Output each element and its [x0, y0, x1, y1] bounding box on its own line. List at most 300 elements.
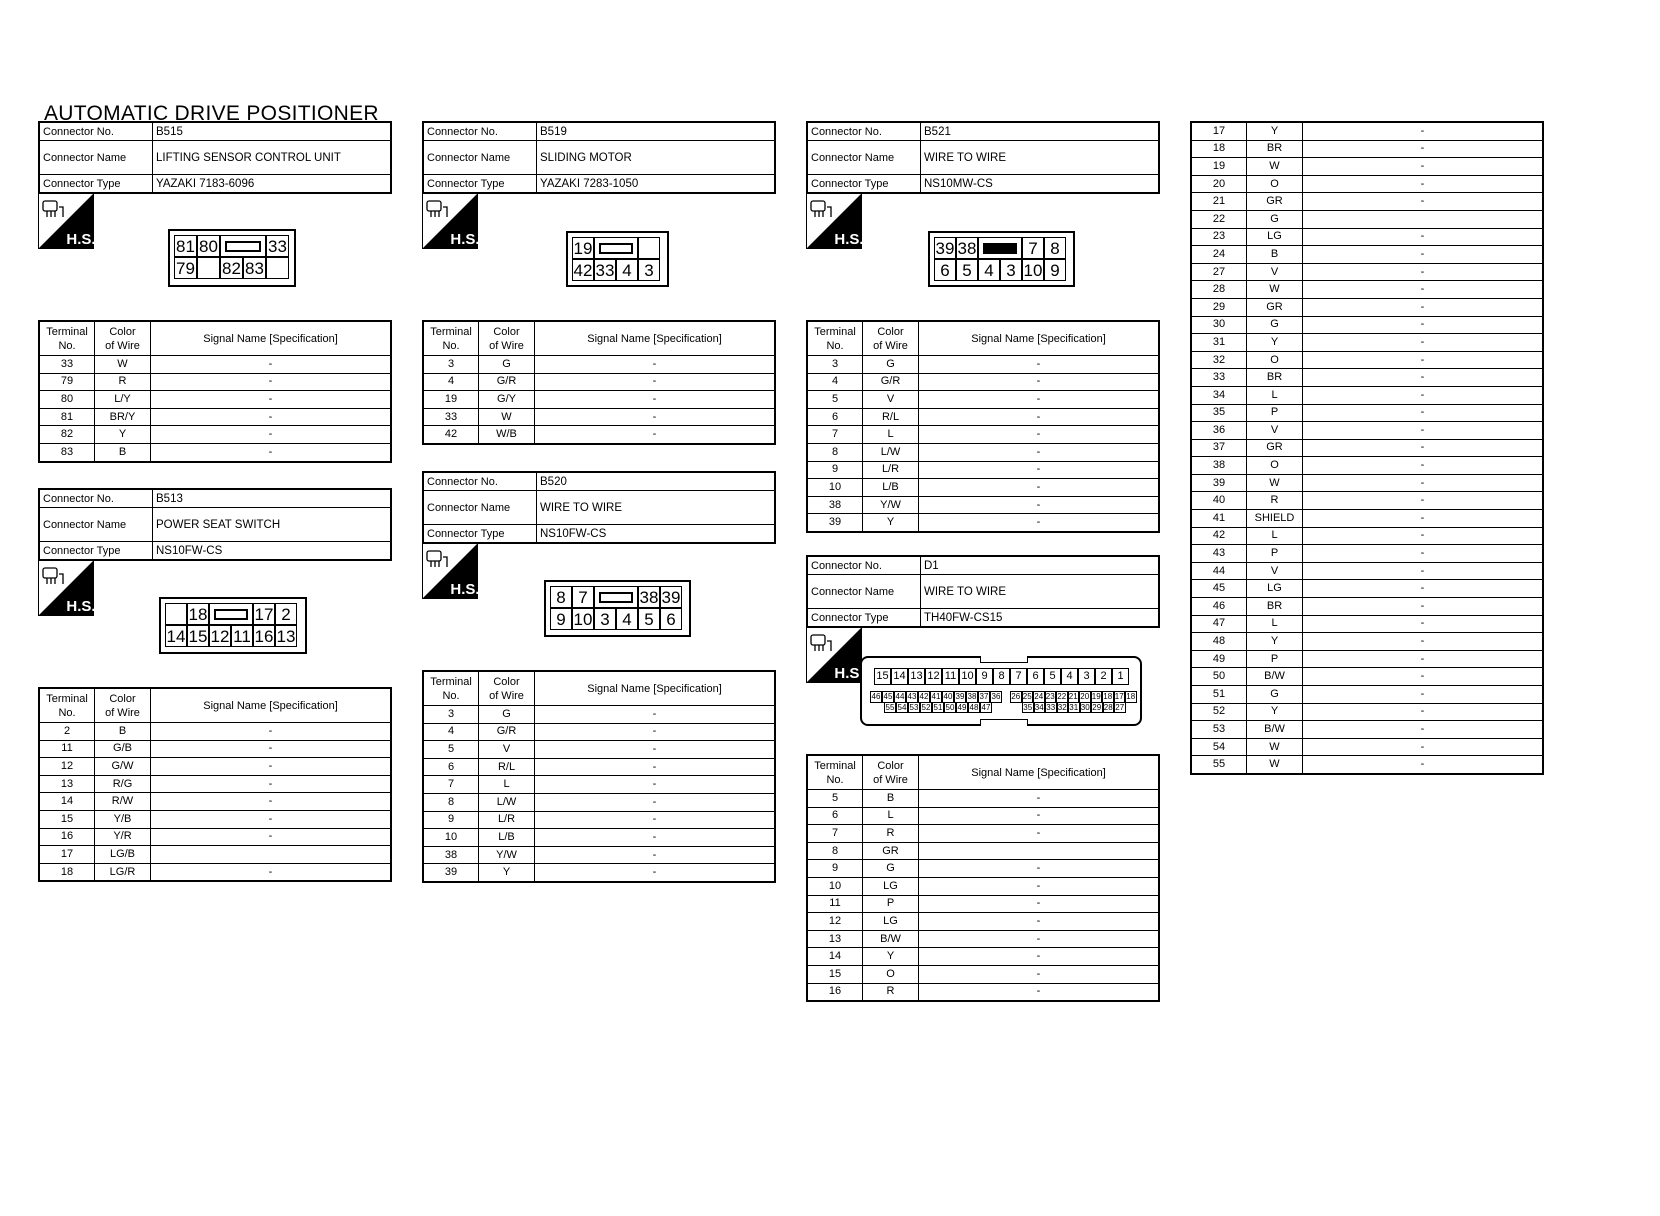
signal-name: - — [1303, 686, 1544, 704]
table-row — [807, 373, 1159, 391]
table-row — [1191, 386, 1543, 404]
table-row — [1191, 633, 1543, 651]
connector-pin: 18 — [188, 605, 208, 624]
terminal-no: 5 — [423, 741, 479, 759]
table-row — [39, 391, 391, 409]
connector-pin-row — [572, 259, 663, 281]
connector-pin: 33 — [266, 235, 289, 257]
terminal-no: 17 — [39, 846, 95, 864]
connector-pin: 42 — [919, 692, 929, 701]
table-row — [423, 723, 775, 741]
connector-pin: 14 — [891, 668, 908, 685]
wire-color: L/Y — [95, 391, 151, 409]
connector-type-value: YAZAKI 7183-6096 — [153, 175, 392, 194]
connector-type-label: Connector Type — [807, 609, 921, 628]
terminal-no: 6 — [423, 758, 479, 776]
wire-color: W — [1247, 474, 1303, 492]
signal-name: - — [535, 723, 776, 741]
connector-pin: 13 — [908, 668, 925, 685]
terminal-no: 34 — [1191, 386, 1247, 404]
table-row — [807, 443, 1159, 461]
terminal-no: 80 — [39, 391, 95, 409]
table-row — [807, 426, 1159, 444]
wire-color: G — [1247, 686, 1303, 704]
wire-color: LG — [863, 913, 919, 931]
connector-pin: 31 — [1069, 703, 1079, 712]
wire-color: Y — [1247, 703, 1303, 721]
signal-name-header: Signal Name [Specification] — [151, 321, 392, 356]
connector-info-table — [422, 471, 776, 544]
signal-name: - — [1303, 351, 1544, 369]
terminal-no: 10 — [807, 479, 863, 497]
connector-pin: 9 — [550, 608, 572, 630]
connector-pin-row — [934, 237, 1069, 259]
terminal-no: 53 — [1191, 721, 1247, 739]
table-row — [39, 758, 391, 776]
table-row — [1191, 122, 1543, 140]
wire-color: G/W — [95, 758, 151, 776]
terminal-no: 3 — [423, 706, 479, 724]
signal-name: - — [535, 811, 776, 829]
connector-pin: 79 — [174, 257, 197, 279]
wire-color: G/R — [479, 373, 535, 391]
wire-color: W — [1247, 281, 1303, 299]
terminal-no: 46 — [1191, 598, 1247, 616]
terminal-no: 30 — [1191, 316, 1247, 334]
connector-pin: 9 — [976, 668, 993, 685]
table-row — [39, 426, 391, 444]
table-row — [423, 776, 775, 794]
table-row — [39, 793, 391, 811]
wire-color: L/B — [863, 479, 919, 497]
connector-face-b519 — [566, 231, 669, 287]
connector-pin: 51 — [933, 703, 943, 712]
connector-name-value: POWER SEAT SWITCH — [153, 508, 392, 542]
connector-pin: 34 — [1034, 703, 1044, 712]
terminal-no: 4 — [807, 373, 863, 391]
terminal-no: 10 — [423, 829, 479, 847]
signal-name: - — [919, 983, 1160, 1001]
connector-pin: 6 — [1027, 668, 1044, 685]
connector-pin: 30 — [1080, 703, 1090, 712]
wire-color: Y — [1247, 334, 1303, 352]
terminal-no: 24 — [1191, 246, 1247, 264]
connector-no-label: Connector No. — [807, 556, 921, 575]
wire-color: W — [1247, 158, 1303, 176]
terminal-no: 37 — [1191, 439, 1247, 457]
table-row — [39, 443, 391, 461]
table-row — [1191, 510, 1543, 528]
table-row — [1191, 175, 1543, 193]
connector-pin: 8 — [1044, 237, 1066, 259]
terminal-table-header — [39, 688, 391, 723]
connector-lock — [978, 237, 1022, 259]
connector-pin: 25 — [1022, 692, 1032, 701]
connector-pin: 83 — [243, 257, 266, 279]
connector-pin: 37 — [979, 692, 989, 701]
wire-color: W — [1247, 756, 1303, 774]
signal-name: - — [919, 790, 1160, 808]
signal-name: - — [1303, 422, 1544, 440]
signal-name: - — [1303, 474, 1544, 492]
table-row — [423, 373, 775, 391]
terminal-no: 4 — [423, 373, 479, 391]
table-row — [423, 829, 775, 847]
wire-color: B/W — [863, 930, 919, 948]
wire-color: L/R — [863, 461, 919, 479]
hs-label: H.S. — [66, 598, 94, 615]
connector-pin: 33 — [595, 261, 615, 280]
connector-pin: 50 — [945, 703, 955, 712]
table-row — [1191, 158, 1543, 176]
color-of-wire-header: Color of Wire — [863, 755, 919, 790]
terminal-no: 8 — [423, 793, 479, 811]
connector-pin: 13 — [276, 627, 296, 646]
connector-pin: 33 — [1046, 703, 1056, 712]
connector-pin: 21 — [1068, 692, 1078, 701]
signal-name-header: Signal Name [Specification] — [919, 755, 1160, 790]
signal-name: - — [151, 373, 392, 391]
connector-pin: 3 — [594, 608, 616, 630]
table-row — [807, 496, 1159, 514]
connector-pin: 4 — [616, 259, 638, 281]
wire-color: R/W — [95, 793, 151, 811]
connector-d1 — [806, 555, 1160, 628]
table-row — [39, 356, 391, 374]
connector-pin — [638, 237, 660, 259]
connector-lock — [209, 603, 253, 625]
terminal-no: 33 — [423, 408, 479, 426]
signal-name: - — [535, 373, 776, 391]
signal-name: - — [919, 895, 1160, 913]
terminal-no: 4 — [423, 723, 479, 741]
connector-name-value: LIFTING SENSOR CONTROL UNIT — [153, 141, 392, 175]
connector-name-value: WIRE TO WIRE — [537, 491, 776, 525]
table-row — [807, 825, 1159, 843]
connector-face-d1 — [860, 656, 1142, 726]
terminal-no: 79 — [39, 373, 95, 391]
connector-pin-row — [550, 586, 685, 608]
terminal-no: 16 — [807, 983, 863, 1001]
terminal-no: 39 — [807, 514, 863, 532]
connector-no-value: B520 — [537, 472, 776, 491]
wire-color: L/R — [479, 811, 535, 829]
signal-name: - — [919, 877, 1160, 895]
wire-color: R — [1247, 492, 1303, 510]
signal-name: - — [151, 740, 392, 758]
wire-color: B — [95, 443, 151, 461]
signal-name: - — [1303, 633, 1544, 651]
wire-color: R/L — [863, 408, 919, 426]
terminal-no: 35 — [1191, 404, 1247, 422]
terminal-no: 16 — [39, 828, 95, 846]
terminal-no: 54 — [1191, 738, 1247, 756]
signal-name: - — [1303, 404, 1544, 422]
signal-name: - — [151, 810, 392, 828]
connector-pin: 18 — [1126, 692, 1136, 701]
connector-pin: 7 — [1010, 668, 1027, 685]
terminal-no: 11 — [39, 740, 95, 758]
table-row — [39, 723, 391, 741]
terminal-no-header: Terminal No. — [807, 321, 863, 356]
signal-name: - — [1303, 615, 1544, 633]
wire-color: V — [863, 391, 919, 409]
signal-name: - — [151, 391, 392, 409]
wire-color: O — [1247, 175, 1303, 193]
connector-pin: 35 — [1023, 703, 1033, 712]
connector-no-label: Connector No. — [39, 122, 153, 141]
signal-name: - — [919, 391, 1160, 409]
terminal-no: 5 — [807, 790, 863, 808]
terminal-no: 6 — [807, 807, 863, 825]
signal-name: - — [151, 356, 392, 374]
terminal-no: 14 — [39, 793, 95, 811]
table-row — [807, 930, 1159, 948]
terminal-no: 36 — [1191, 422, 1247, 440]
connector-pin: 26 — [1011, 692, 1021, 701]
table-row — [39, 810, 391, 828]
table-row — [39, 775, 391, 793]
table-row — [1191, 369, 1543, 387]
terminal-no: 3 — [423, 356, 479, 374]
connector-pin-row — [165, 603, 301, 625]
terminal-no: 49 — [1191, 650, 1247, 668]
table-row — [807, 842, 1159, 860]
table-row — [39, 828, 391, 846]
terminal-no: 14 — [807, 948, 863, 966]
terminal-no: 8 — [807, 842, 863, 860]
harness-side-icon — [806, 627, 862, 683]
connector-pin: 38 — [967, 692, 977, 701]
table-row — [807, 790, 1159, 808]
table-row — [1191, 615, 1543, 633]
connector-face-b513 — [159, 597, 307, 654]
terminal-no: 28 — [1191, 281, 1247, 299]
connector-type-label: Connector Type — [807, 175, 921, 194]
table-row — [423, 391, 775, 409]
terminal-no: 39 — [423, 864, 479, 882]
wire-color: W — [479, 408, 535, 426]
terminal-no-header: Terminal No. — [39, 321, 95, 356]
wire-color: W — [1247, 738, 1303, 756]
signal-name: - — [1303, 316, 1544, 334]
connector-type-value: NS10MW-CS — [921, 175, 1160, 194]
terminal-table — [806, 754, 1160, 1002]
connector-pin: 15 — [874, 668, 891, 685]
connector-pin: 2 — [275, 603, 297, 625]
signal-name: - — [919, 479, 1160, 497]
signal-name: - — [151, 723, 392, 741]
connector-pin: 47 — [981, 703, 991, 712]
connector-pin: 43 — [907, 692, 917, 701]
signal-name: - — [1303, 281, 1544, 299]
connector-type-label: Connector Type — [39, 542, 153, 561]
terminal-no: 19 — [1191, 158, 1247, 176]
terminal-no: 43 — [1191, 545, 1247, 563]
color-of-wire-header: Color of Wire — [95, 688, 151, 723]
connector-pin: 5 — [1044, 668, 1061, 685]
signal-name: - — [535, 356, 776, 374]
terminal-no: 50 — [1191, 668, 1247, 686]
terminal-no: 18 — [39, 863, 95, 881]
signal-name: - — [1303, 668, 1544, 686]
terminal-no: 82 — [39, 426, 95, 444]
table-row — [423, 811, 775, 829]
connector-pin: 16 — [254, 627, 274, 646]
signal-name: - — [919, 496, 1160, 514]
connector-pin: 38 — [639, 588, 659, 607]
connector-pin: 2 — [1095, 668, 1112, 685]
signal-name: - — [1303, 650, 1544, 668]
wire-color: GR — [1247, 193, 1303, 211]
connector-pin: 19 — [1091, 692, 1101, 701]
wire-color: R — [95, 373, 151, 391]
connector-pin: 5 — [956, 259, 978, 281]
terminal-table — [38, 320, 392, 463]
signal-name: - — [1303, 193, 1544, 211]
wire-color: G — [863, 356, 919, 374]
terminal-no-header: Terminal No. — [423, 321, 479, 356]
table-row — [1191, 492, 1543, 510]
connector-pin: 48 — [969, 703, 979, 712]
connector-pin: 7 — [1022, 237, 1044, 259]
wire-color: LG/R — [95, 863, 151, 881]
color-of-wire-header: Color of Wire — [863, 321, 919, 356]
signal-name: - — [1303, 298, 1544, 316]
connector-no-value: D1 — [921, 556, 1160, 575]
table-row — [1191, 756, 1543, 774]
terminal-no: 47 — [1191, 615, 1247, 633]
terminal-table — [38, 687, 392, 882]
table-row — [39, 373, 391, 391]
hs-label: H.S. — [66, 231, 94, 248]
connector-pin: 41 — [931, 692, 941, 701]
harness-side-icon — [38, 193, 94, 249]
connector-no-value: B521 — [921, 122, 1160, 141]
connector-pin: 18 — [1103, 692, 1113, 701]
signal-name: - — [919, 514, 1160, 532]
terminal-no: 19 — [423, 391, 479, 409]
connector-pin: 23 — [1045, 692, 1055, 701]
connector-pin: 19 — [573, 239, 593, 258]
terminal-no: 52 — [1191, 703, 1247, 721]
connector-no-label: Connector No. — [423, 472, 537, 491]
connector-no-label: Connector No. — [423, 122, 537, 141]
terminal-no: 38 — [1191, 457, 1247, 475]
terminal-no: 8 — [807, 443, 863, 461]
terminal-no: 17 — [1191, 122, 1247, 140]
terminal-no: 42 — [1191, 527, 1247, 545]
table-row — [807, 807, 1159, 825]
terminal-no: 9 — [807, 860, 863, 878]
signal-name-header: Signal Name [Specification] — [919, 321, 1160, 356]
connector-type-label: Connector Type — [423, 525, 537, 544]
table-row — [807, 877, 1159, 895]
connector-name-label: Connector Name — [807, 141, 921, 175]
terminal-no: 9 — [807, 461, 863, 479]
connector-pin: 39 — [935, 239, 955, 258]
wire-color: BR — [1247, 140, 1303, 158]
wire-color: Y — [1247, 122, 1303, 140]
signal-name: - — [919, 373, 1160, 391]
signal-name: - — [535, 706, 776, 724]
connector-pin: 10 — [573, 610, 593, 629]
signal-name: - — [1303, 122, 1544, 140]
signal-name: - — [535, 408, 776, 426]
connector-type-value: TH40FW-CS15 — [921, 609, 1160, 628]
wire-color: V — [1247, 422, 1303, 440]
harness-side-icon — [806, 193, 862, 249]
signal-name: - — [1303, 140, 1544, 158]
signal-name: - — [151, 443, 392, 461]
connector-name-value: WIRE TO WIRE — [921, 575, 1160, 609]
table-row — [807, 948, 1159, 966]
table-row — [807, 965, 1159, 983]
connector-name-label: Connector Name — [39, 508, 153, 542]
connector-pin: 42 — [573, 261, 593, 280]
wire-color: R/G — [95, 775, 151, 793]
terminal-no: 29 — [1191, 298, 1247, 316]
connector-face-b521 — [928, 231, 1075, 287]
signal-name: - — [535, 391, 776, 409]
table-row — [1191, 721, 1543, 739]
connector-no-label: Connector No. — [39, 489, 153, 508]
table-row — [1191, 457, 1543, 475]
connector-lock — [220, 235, 266, 257]
wire-color: G — [479, 356, 535, 374]
wire-color: P — [863, 895, 919, 913]
wire-color: LG/B — [95, 846, 151, 864]
signal-name: - — [535, 776, 776, 794]
connector-pin: 9 — [1044, 259, 1066, 281]
connector-pin: 82 — [220, 257, 243, 279]
connector-pin: 52 — [921, 703, 931, 712]
connector-pin — [266, 257, 289, 279]
table-row — [807, 461, 1159, 479]
terminal-no: 12 — [807, 913, 863, 931]
terminal-no: 33 — [39, 356, 95, 374]
table-row — [423, 793, 775, 811]
wire-color: GR — [1247, 298, 1303, 316]
terminal-no: 32 — [1191, 351, 1247, 369]
connector-pin-row — [550, 608, 685, 630]
wire-color: LG — [863, 877, 919, 895]
table-row — [1191, 334, 1543, 352]
signal-name: - — [919, 807, 1160, 825]
connector-pin: 40 — [943, 692, 953, 701]
table-row — [423, 706, 775, 724]
signal-name: - — [151, 863, 392, 881]
terminal-no: 40 — [1191, 492, 1247, 510]
connector-pin: 5 — [638, 608, 660, 630]
terminal-no: 38 — [807, 496, 863, 514]
wire-color: P — [1247, 404, 1303, 422]
wire-color: G — [1247, 210, 1303, 228]
terminal-no: 3 — [807, 356, 863, 374]
signal-name: - — [1303, 510, 1544, 528]
signal-name: - — [919, 461, 1160, 479]
signal-name: - — [1303, 439, 1544, 457]
wire-color: B — [863, 790, 919, 808]
wire-color: G — [479, 706, 535, 724]
terminal-no: 13 — [807, 930, 863, 948]
connector-b515 — [38, 121, 392, 194]
signal-name: - — [151, 408, 392, 426]
wire-color: Y — [479, 864, 535, 882]
connector-pin: 6 — [934, 259, 956, 281]
table-row — [1191, 404, 1543, 422]
connector-pin: 3 — [1078, 668, 1095, 685]
